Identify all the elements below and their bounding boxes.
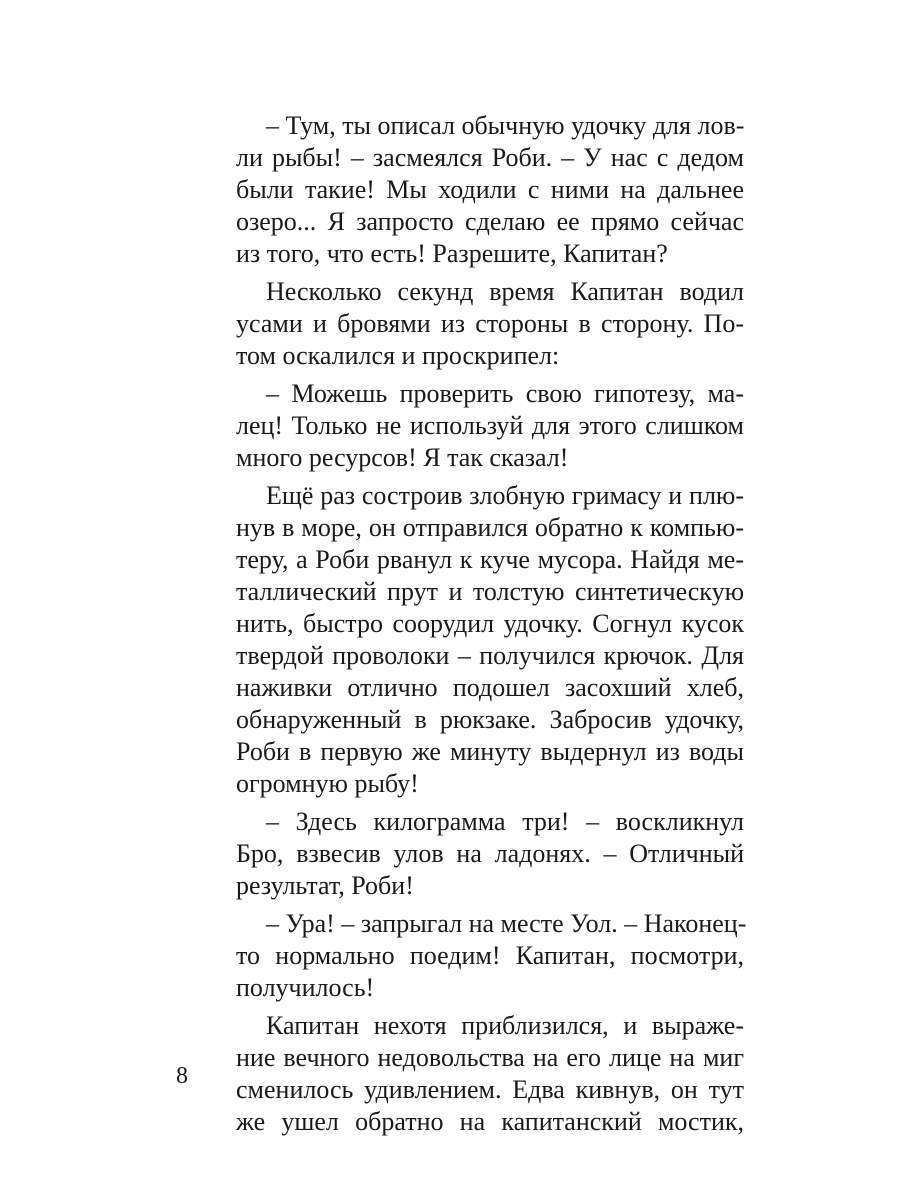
paragraph [236, 378, 744, 474]
text-line: – Ура! – запрыгал на месте Уол. – Наконец- [266, 909, 747, 938]
text-line: таллический прут и толстую синтетическую [236, 577, 744, 606]
paragraph [236, 480, 744, 800]
text-line: твердой проволоки – получился крючок. Для [236, 641, 744, 670]
body-text [236, 110, 747, 1138]
text-line: Несколько секунд время Капитан водил [266, 277, 744, 306]
text-line: ли рыбы! – засмеялся Роби. – У нас с дедом [236, 143, 744, 172]
text-line: из того, что есть! Разрешите, Капитан? [236, 239, 668, 268]
text-line: много ресурсов! Я так сказал! [236, 443, 569, 472]
paragraph [236, 1010, 744, 1138]
text-line: – Здесь килограмма три! – воскликнул [266, 807, 744, 836]
text-line: том оскалился и проскрипел: [236, 341, 560, 370]
text-line: получилось! [236, 973, 375, 1002]
text-line: результат, Роби! [236, 871, 414, 900]
text-line: озеро... Я запросто сделаю ее прямо сейчас [236, 207, 744, 236]
text-line: то нормально поедим! Капитан, посмотри, [236, 941, 744, 970]
text-line: лец! Только не используй для этого слишком [236, 411, 744, 440]
text-line: огромную рыбу! [236, 769, 419, 798]
text-line: же ушел обратно на капитанский мостик, [236, 1107, 744, 1136]
page-number: 8 [176, 1063, 188, 1089]
text-line: Капитан нехотя приблизился, и выраже- [266, 1011, 744, 1040]
paragraph [236, 806, 744, 902]
text-line: ние вечного недовольства на его лице на миг [236, 1043, 744, 1072]
text-line: были такие! Мы ходили с ними на дальнее [236, 175, 744, 204]
text-line: Ещё раз состроив злобную гримасу и плю- [266, 481, 744, 510]
text-line: теру, а Роби рванул к куче мусора. Найдя ме- [236, 545, 744, 574]
paragraph [236, 110, 744, 270]
text-line: Роби в первую же минуту выдернул из воды [236, 737, 744, 766]
text-line: – Можешь проверить свою гипотезу, ма- [266, 379, 744, 408]
text-line: – Тум, ты описал обычную удочку для лов- [266, 111, 745, 140]
paragraph [236, 276, 744, 372]
text-line: обнаруженный в рюкзаке. Забросив удочку, [236, 705, 744, 734]
paragraph [236, 908, 747, 1004]
text-line: усами и бровями из стороны в сторону. По- [236, 309, 744, 338]
text-line: Бро, взвесив улов на ладонях. – Отличный [236, 839, 744, 868]
text-line: сменилось удивлением. Едва кивнув, он тут [236, 1075, 744, 1104]
text-line: наживки отлично подошел засохший хлеб, [236, 673, 744, 702]
text-line: нув в море, он отправился обратно к компью- [236, 513, 744, 542]
text-line: нить, быстро соорудил удочку. Согнул кусок [236, 609, 744, 638]
